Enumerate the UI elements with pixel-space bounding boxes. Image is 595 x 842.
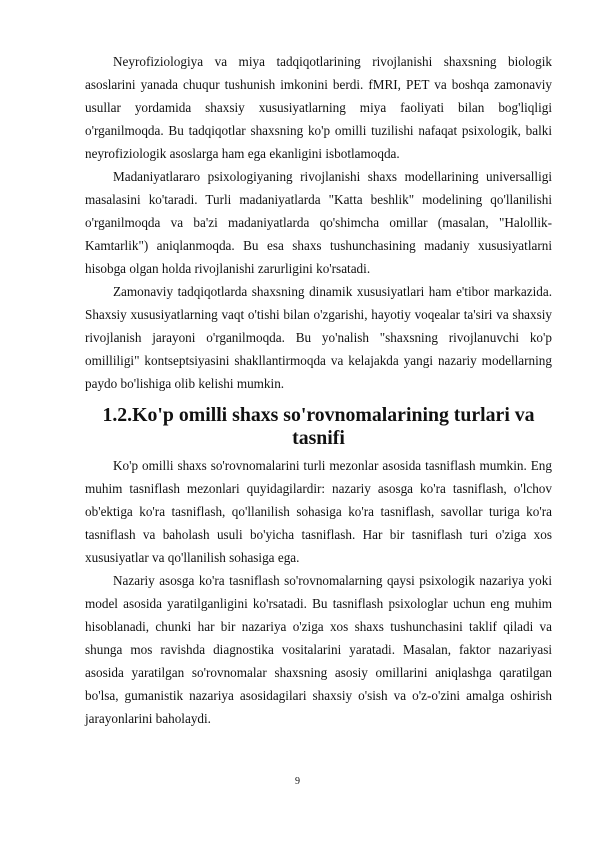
section-heading: 1.2.Ko'p omilli shaxs so'rovnomalarining turlari va tasnifi bbox=[102, 404, 535, 449]
page-body bbox=[85, 50, 552, 730]
page-number: 9 bbox=[295, 776, 300, 787]
paragraph-classification-criteria: Ko'p omilli shaxs so'rovnomalarini turli mezonlar asosida tasniflash mumkin. Eng muhim tasniflash mezonlari quyidagilardir: nazariy asosga ko'ra tasniflash, o'lchov ob'ektiga ko'ra tasniflash, qo'llanilish sohasiga ko'ra tasniflash, savollar turiga ko'ra tasniflash va baholash usuli bo'yicha tasniflash. Har bir tasniflash turi o'ziga xos xususiyatlar va qo'llanilish sohasiga ega. bbox=[85, 458, 552, 565]
paragraph-neurophysiology: Neyrofiziologiya va miya tadqiqotlarining rivojlanishi shaxsning biologik asoslarini yanada chuqur tushunish imkonini berdi. fMRI, PET va boshqa zamonaviy usullar yordamida shaxsiy xususiyatlarning miya faoliyati bilan bog'liqligi o'rganilmoqda. Bu tadqiqotlar shaxsning ko'p omilli tuzilishi nafaqat psixologik, balki neyrofiziologik asoslarga ham ega ekanligini isbotlamoqda. bbox=[85, 54, 552, 161]
paragraph-dynamic-traits: Zamonaviy tadqiqotlarda shaxsning dinamik xususiyatlari ham e'tibor markazida. Shaxsiy xususiyatlarning vaqt o'tishi bilan o'zgarishi, hayotiy voqealar ta'siri va shaxsiy rivojlanish jarayoni o'rganilmoqda. Bu yo'nalish "shaxsning rivojlanuvchi ko'p omilliligi" kontseptsiyasini shakllantirmoqda va kelajakda yangi nazariy modellarning paydo bo'lishiga olib kelishi mumkin. bbox=[85, 284, 552, 391]
paragraph-cross-cultural: Madaniyatlararo psixologiyaning rivojlanishi shaxs modellarining universalligi masalasini ko'taradi. Turli madaniyatlarda "Katta beshlik" modelining qo'llanilishi o'rganilmoqda va ba'zi madaniyatlarda qo'shimcha omillar (masalan, "Halollik-Kamtarlik") aniqlanmoqda. Bu esa shaxs tushunchasining madaniy xususiyatlarni hisobga olgan holda rivojlanishi zarurligini ko'rsatadi. bbox=[85, 169, 552, 276]
paragraph-theoretical-basis: Nazariy asosga ko'ra tasniflash so'rovnomalarning qaysi psixologik nazariya yoki model asosida yaratilganligini ko'rsatadi. Bu tasniflash psixologlar uchun eng muhim hisoblanadi, chunki har bir nazariya o'ziga xos shaxs tushunchasini taklif qiladi va shunga mos ravishda diagnostika vositalarini yaratadi. Masalan, faktor nazariyasi asosida yaratilgan so'rovnomalar shaxsning asosiy omillarini aniqlashga qaratilgan bo'lsa, gumanistik nazariya asosidagilari shaxsiy o'sish va o'z-o'zini amalga oshirish jarayonlarini baholaydi. bbox=[85, 573, 552, 726]
